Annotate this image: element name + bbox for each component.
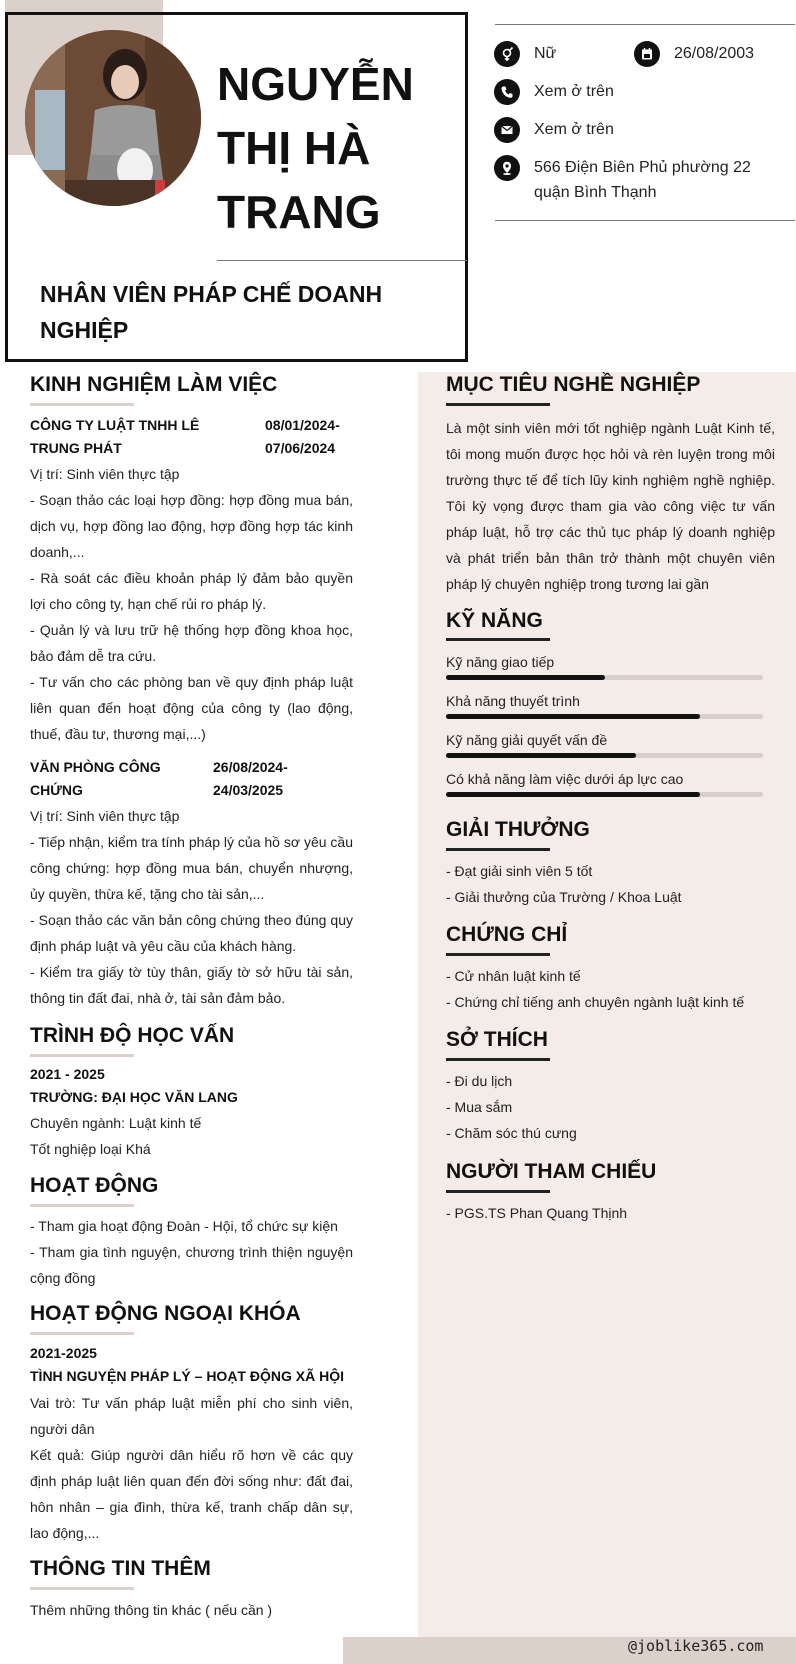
phone-value: Xem ở trên (534, 83, 614, 100)
skill-bar-3 (446, 753, 763, 758)
award-item-1: - Đạt giải sinh viên 5 tốt (446, 863, 593, 879)
skill-bar-fill (446, 714, 700, 719)
gender-value: Nữ (534, 45, 557, 62)
name-divider (217, 260, 467, 261)
location-pin-icon (494, 155, 520, 181)
extracurricular-name: TÌNH NGUYỆN PHÁP LÝ – HOẠT ĐỘNG XÃ HỘI (30, 1368, 344, 1384)
objective-title: MỤC TIÊU NGHỀ NGHIỆP (446, 373, 701, 396)
skill-bar-fill (446, 675, 605, 680)
reference-item-1: - PGS.TS Phan Quang Thịnh (446, 1205, 628, 1221)
certificates-title: CHỨNG CHỈ (446, 923, 568, 946)
education-title: TRÌNH ĐỘ HỌC VẤN (30, 1024, 235, 1047)
envelope-icon (494, 117, 520, 143)
hobbies-title-underline (446, 1058, 550, 1061)
gender-icon (494, 41, 520, 67)
extracurricular-result: Kết quả: Giúp người dân hiểu rõ hơn về các quy định pháp luật liên quan đến đời sống như: đất đai, hôn nhân – gia đình, thừa kế, tranh chấp dân sự, lao động,... (30, 1447, 353, 1541)
more-info-title: THÔNG TIN THÊM (30, 1557, 211, 1580)
activity-item-2: - Tham gia tình nguyện, chương trình thiện nguyện cộng đồng (30, 1244, 353, 1286)
more-info-title-underline (30, 1587, 134, 1590)
job-2-detail-3: - Kiểm tra giấy tờ tùy thân, giấy tờ sở hữu tài sản, thông tin đất đai, nhà ở, tài sản đảm bảo. (30, 964, 353, 1006)
activities-title-underline (30, 1204, 134, 1207)
certificates-title-underline (446, 953, 550, 956)
contact-email (494, 117, 614, 143)
job-2-position: Vị trí: Sinh viên thực tập (30, 808, 180, 824)
hobby-item-2: - Mua sắm (446, 1099, 513, 1115)
candidate-name: NGUYỄN THỊ HÀ TRANG (217, 58, 414, 238)
contact-top-rule (495, 24, 795, 25)
education-major: Chuyên ngành: Luật kinh tế (30, 1115, 202, 1131)
birthday-value: 26/08/2003 (674, 45, 755, 62)
extracurricular-role: Vai trò: Tư vấn pháp luật miễn phí cho sinh viên, người dân (30, 1395, 353, 1437)
contact-address (494, 155, 764, 205)
skill-label-3: Kỹ năng giải quyết vấn đề (446, 732, 608, 748)
objective-text: Là một sinh viên mới tốt nghiệp ngành Luật Kinh tế, tôi mong muốn được học hỏi và rèn luyện trong môi trường thực tế để tích lũy kinh nghiệm nghề nghiệp. Tôi kỳ vọng được tham gia vào công việc tư vấn pháp luật, hỗ trợ các thủ tục pháp lý doanh nghiệp và phát triển bản thân trở thành một chuyên viên pháp lý chuyên nghiệp trong tương lai gần (446, 420, 775, 592)
references-title: NGƯỜI THAM CHIẾU (446, 1160, 657, 1183)
activities-title: HOẠT ĐỘNG (30, 1174, 159, 1197)
skill-bar-fill (446, 792, 700, 797)
skill-bar-fill (446, 753, 636, 758)
contact-phone (494, 79, 614, 105)
calendar-icon (634, 41, 660, 67)
job-title: NHÂN VIÊN PHÁP CHẾ DOANH NGHIỆP (40, 281, 383, 343)
job-1-detail-4: - Tư vấn cho các phòng ban về quy định pháp luật liên quan đến hoạt động của công ty (lao động, thuế, đầu tư, thương mại,...) (30, 674, 353, 742)
skill-label-4: Có khả năng làm việc dưới áp lực cao (446, 771, 684, 787)
job-2-detail-2: - Soạn thảo các văn bản công chứng theo đúng quy định pháp luật và yêu cầu của khách hàng. (30, 912, 353, 954)
education-grade: Tốt nghiệp loại Khá (30, 1141, 151, 1157)
certificate-item-2: - Chứng chỉ tiếng anh chuyên ngành luật kinh tế (446, 994, 745, 1010)
job-1-detail-2: - Rà soát các điều khoản pháp lý đảm bảo quyền lợi cho công ty, hạn chế rủi ro pháp lý. (30, 570, 353, 612)
job-2-detail-1: - Tiếp nhận, kiểm tra tính pháp lý của hồ sơ yêu cầu công chứng: hợp đồng mua bán, chuyển nhượng, ủy quyền, thừa kế, tặng cho tài sản,... (30, 834, 353, 902)
objective-title-underline (446, 403, 550, 406)
skill-label-2: Khả năng thuyết trình (446, 693, 580, 709)
job-2-company: VĂN PHÒNG CÔNG CHỨNG (30, 759, 161, 798)
more-info-text: Thêm những thông tin khác ( nếu cần ) (30, 1602, 273, 1618)
skills-title: KỸ NĂNG (446, 609, 543, 632)
education-years: 2021 - 2025 (30, 1066, 105, 1082)
skills-title-underline (446, 638, 550, 641)
awards-title: GIẢI THƯỞNG (446, 818, 590, 841)
education-school: TRƯỜNG: ĐẠI HỌC VĂN LANG (30, 1089, 238, 1105)
extracurricular-title: HOẠT ĐỘNG NGOẠI KHÓA (30, 1302, 301, 1325)
extracurricular-years: 2021-2025 (30, 1345, 97, 1361)
experience-title: KINH NGHIỆM LÀM VIỆC (30, 373, 278, 396)
job-1-company: CÔNG TY LUẬT TNHH LÊ TRUNG PHÁT (30, 417, 200, 456)
hobby-item-1: - Đi du lịch (446, 1073, 513, 1089)
activity-item-1: - Tham gia hoạt động Đoàn - Hội, tổ chức sự kiện (30, 1218, 338, 1234)
avatar (25, 30, 201, 206)
skill-bar-1 (446, 675, 763, 680)
address-value: 566 Điện Biên Phủ phường 22 quận Bình Thạnh (534, 159, 751, 201)
skill-label-1: Kỹ năng giao tiếp (446, 654, 555, 670)
awards-title-underline (446, 848, 550, 851)
award-item-2: - Giải thưởng của Trường / Khoa Luật (446, 889, 682, 905)
experience-title-underline (30, 403, 134, 406)
footer-watermark: @joblike365.com (628, 1637, 764, 1655)
certificate-item-1: - Cử nhân luật kinh tế (446, 968, 581, 984)
job-1-detail-1: - Soạn thảo các loại hợp đồng: hợp đồng mua bán, dịch vụ, hợp đồng lao động, hợp đồng hợp tác kinh doanh,... (30, 492, 353, 560)
skill-bar-2 (446, 714, 763, 719)
contact-gender (494, 41, 556, 67)
references-title-underline (446, 1190, 550, 1193)
contact-bottom-rule (495, 220, 795, 221)
hobby-item-3: - Chăm sóc thú cưng (446, 1125, 577, 1141)
skill-bar-4 (446, 792, 763, 797)
job-1-date: 08/01/2024- 07/06/2024 (265, 417, 340, 456)
avatar-photo (25, 30, 201, 206)
job-1-detail-3: - Quản lý và lưu trữ hệ thống hợp đồng khoa học, bảo đảm dễ tra cứu. (30, 622, 353, 664)
hobbies-title: SỞ THÍCH (446, 1028, 548, 1051)
contact-birthday (634, 41, 754, 67)
education-title-underline (30, 1054, 134, 1057)
email-value: Xem ở trên (534, 121, 614, 138)
phone-icon (494, 79, 520, 105)
job-2-date: 26/08/2024- 24/03/2025 (213, 759, 288, 798)
extracurricular-title-underline (30, 1332, 134, 1335)
job-1-position: Vị trí: Sinh viên thực tập (30, 466, 180, 482)
